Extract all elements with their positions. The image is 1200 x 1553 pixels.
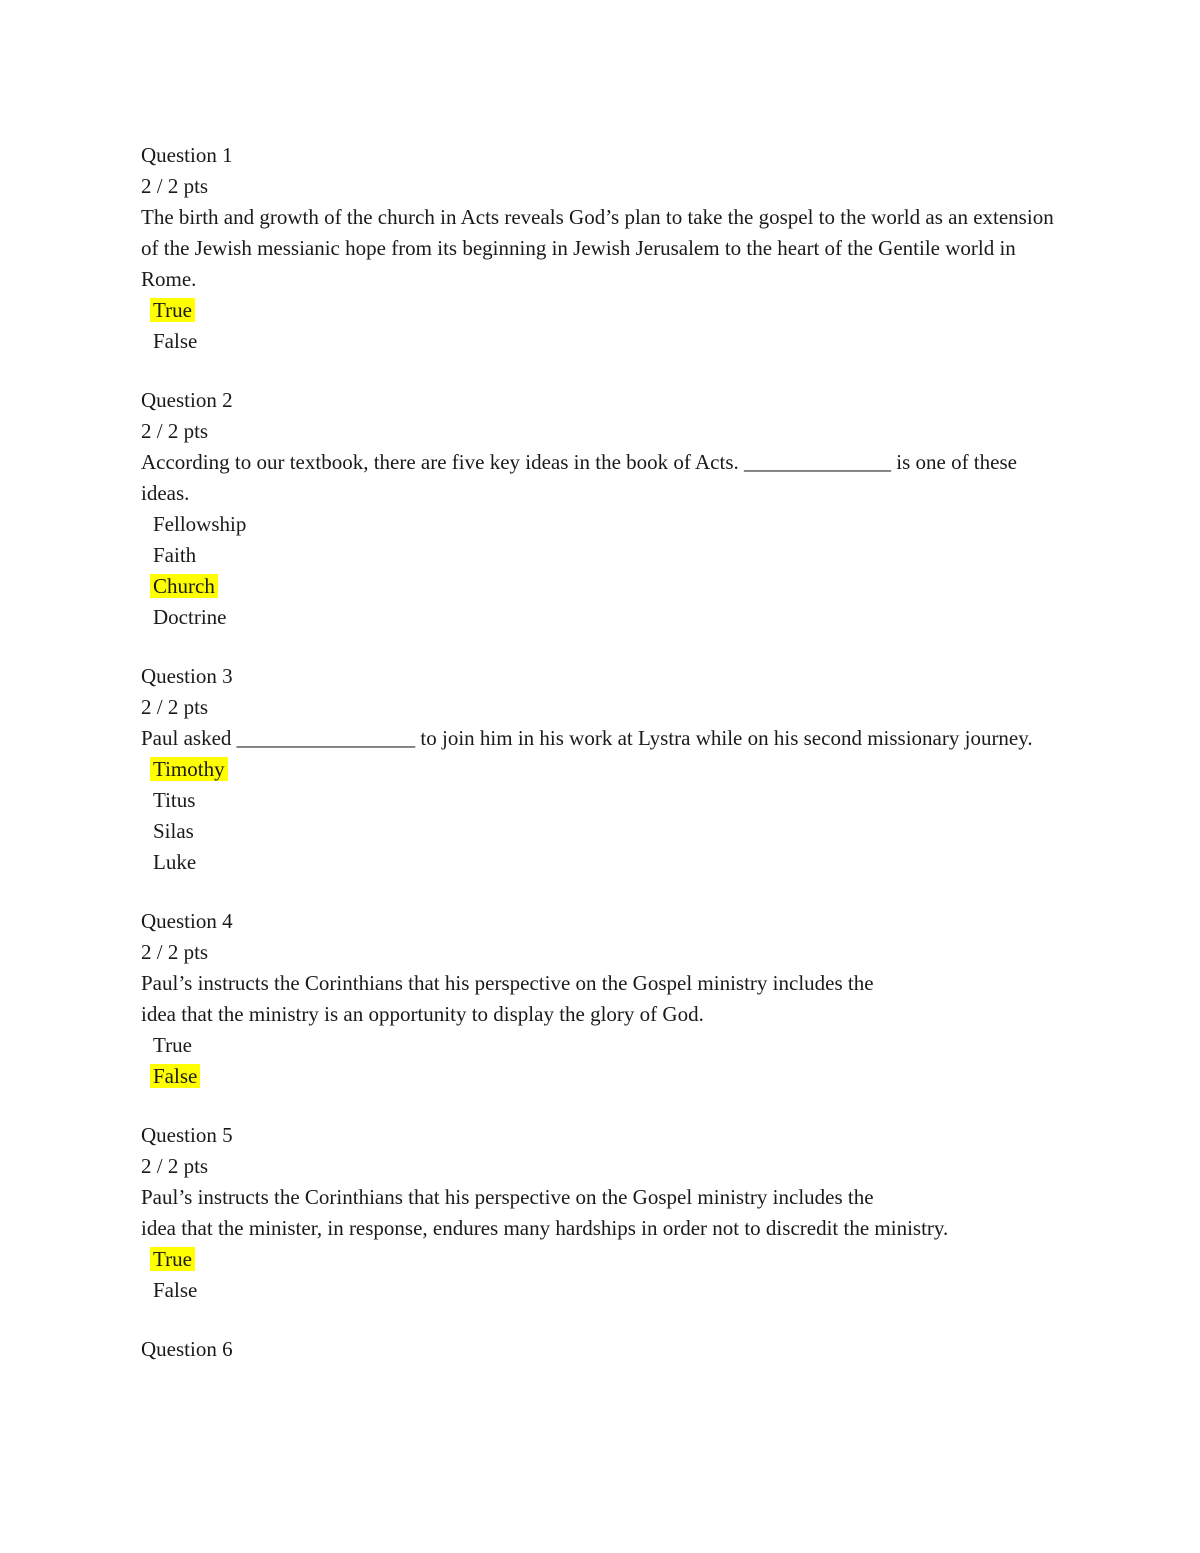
question-points: 2 / 2 pts bbox=[141, 940, 209, 964]
question-6 bbox=[141, 1334, 1066, 1365]
answer-label: Luke bbox=[153, 850, 197, 874]
question-1 bbox=[141, 140, 1066, 357]
question-text: The birth and growth of the church in Acts reveals God’s plan to take the gospel to the world as an extension of the Jewish messianic hope from its beginning in Jewish Jerusalem to the heart of the Gentile world in Rome. bbox=[141, 205, 1054, 291]
answer-option-selected[interactable] bbox=[150, 1061, 1066, 1092]
answer-label: False bbox=[153, 1278, 198, 1302]
question-points: 2 / 2 pts bbox=[141, 419, 209, 443]
answer-label: Doctrine bbox=[153, 605, 227, 629]
answer-option-selected[interactable] bbox=[150, 1244, 1066, 1275]
question-title: Question 5 bbox=[141, 1123, 233, 1147]
question-text: Paul asked _________________ to join him in his work at Lystra while on his second missionary journey. bbox=[141, 726, 1033, 750]
question-title: Question 2 bbox=[141, 388, 233, 412]
answer-label: True bbox=[150, 1247, 195, 1271]
answer-option[interactable] bbox=[150, 602, 1066, 633]
question-title: Question 3 bbox=[141, 664, 233, 688]
question-text: According to our textbook, there are five key ideas in the book of Acts. ______________ is one of these ideas. bbox=[141, 450, 1017, 505]
question-3 bbox=[141, 661, 1066, 878]
answer-label: Church bbox=[150, 574, 218, 598]
question-points: 2 / 2 pts bbox=[141, 1154, 209, 1178]
question-title: Question 1 bbox=[141, 143, 233, 167]
answer-label: Fellowship bbox=[153, 512, 247, 536]
answer-options bbox=[141, 295, 1066, 357]
answer-option-selected[interactable] bbox=[150, 571, 1066, 602]
question-title: Question 6 bbox=[141, 1337, 233, 1361]
answer-label: False bbox=[153, 329, 198, 353]
answer-label: False bbox=[150, 1064, 200, 1088]
answer-option-selected[interactable] bbox=[150, 295, 1066, 326]
answer-option[interactable] bbox=[150, 785, 1066, 816]
answer-label: Timothy bbox=[150, 757, 228, 781]
answer-label: Silas bbox=[153, 819, 194, 843]
answer-options bbox=[141, 1244, 1066, 1306]
answer-options bbox=[141, 509, 1066, 633]
question-5 bbox=[141, 1120, 1066, 1306]
answer-label: Faith bbox=[153, 543, 197, 567]
question-4 bbox=[141, 906, 1066, 1092]
answer-options bbox=[141, 754, 1066, 878]
answer-label: True bbox=[153, 1033, 192, 1057]
question-text-line: Paul’s instructs the Corinthians that his perspective on the Gospel ministry includes the bbox=[141, 1185, 874, 1209]
answer-option[interactable] bbox=[150, 847, 1066, 878]
answer-option[interactable] bbox=[150, 509, 1066, 540]
answer-label: True bbox=[150, 298, 195, 322]
answer-option[interactable] bbox=[150, 816, 1066, 847]
question-2 bbox=[141, 385, 1066, 633]
answer-option[interactable] bbox=[150, 326, 1066, 357]
question-title: Question 4 bbox=[141, 909, 233, 933]
quiz-document bbox=[141, 140, 1066, 1393]
answer-option[interactable] bbox=[150, 540, 1066, 571]
question-points: 2 / 2 pts bbox=[141, 695, 209, 719]
question-text-line: idea that the ministry is an opportunity to display the glory of God. bbox=[141, 1002, 704, 1026]
answer-option[interactable] bbox=[150, 1275, 1066, 1306]
question-text-line: Paul’s instructs the Corinthians that his perspective on the Gospel ministry includes the bbox=[141, 971, 874, 995]
question-text-line: idea that the minister, in response, endures many hardships in order not to discredit the ministry. bbox=[141, 1216, 949, 1240]
answer-option-selected[interactable] bbox=[150, 754, 1066, 785]
answer-options bbox=[141, 1030, 1066, 1092]
question-points: 2 / 2 pts bbox=[141, 174, 209, 198]
answer-label: Titus bbox=[153, 788, 196, 812]
answer-option[interactable] bbox=[150, 1030, 1066, 1061]
